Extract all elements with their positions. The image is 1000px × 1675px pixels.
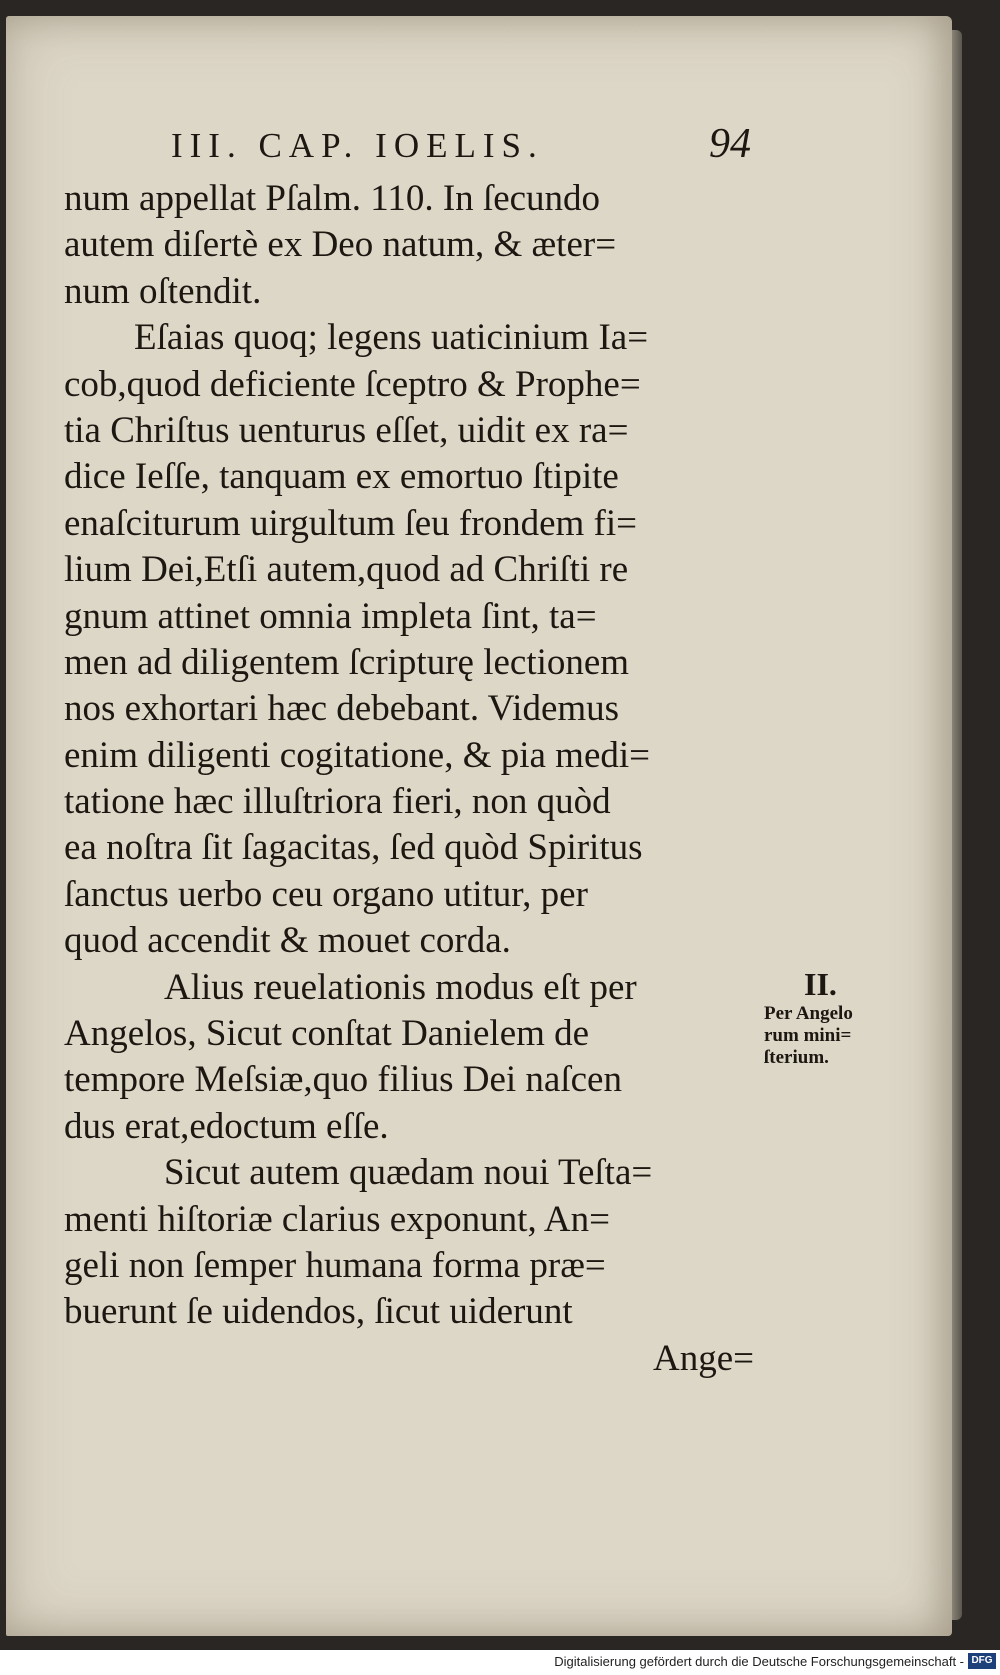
text-line: enaſciturum uirgultum ſeu frondem fi= <box>64 502 637 544</box>
text-line: dice Ieſſe, tanquam ex emortuo ſtipite <box>64 456 619 498</box>
text-line: tempore Meſsiæ,quo filius Dei naſcen <box>64 1059 622 1101</box>
text-line: gnum attinet omnia impleta ſint, ta= <box>64 595 597 637</box>
body-text <box>64 176 754 1382</box>
text-line: dus erat,edoctum eſſe. <box>64 1105 389 1147</box>
text-line: Alius reuelationis modus eſt per <box>164 966 637 1008</box>
catchword: Ange= <box>652 1337 754 1379</box>
book-page <box>6 16 952 1636</box>
margin-note-line: ſterium. <box>764 1047 829 1068</box>
margin-note <box>764 966 914 1069</box>
text-line: nos exhortari hæc debebant. Videmus <box>64 688 620 730</box>
running-head <box>171 116 751 176</box>
text-line: ea noſtra ſit ſagacitas, ſed quòd Spiritus <box>64 827 643 869</box>
page-number: 94 <box>709 121 751 167</box>
text-line: Eſaias quoq; legens uaticinium Ia= <box>134 317 649 359</box>
margin-numeral: II. <box>804 966 837 1002</box>
text-line: lium Dei,Etſi autem,quod ad Chriſti re <box>64 549 629 591</box>
running-head-title: III. CAP. IOELIS. <box>171 126 544 165</box>
text-line: menti hiſtoriæ clarius exponunt, An= <box>64 1198 611 1240</box>
text-line: num oſtendit. <box>64 270 262 312</box>
text-line: Angelos, Sicut conſtat Danielem de <box>64 1013 590 1055</box>
footer-credit-bar <box>0 1650 1000 1675</box>
text-line: num appellat Pſalm. 110. In ſecundo <box>64 178 601 219</box>
text-line: Sicut autem quædam noui Teſta= <box>164 1152 653 1194</box>
text-line: autem diſertè ex Deo natum, & æter= <box>64 224 617 266</box>
text-line: ſanctus uerbo ceu organo utitur, per <box>64 873 588 915</box>
text-line: quod accendit & mouet corda. <box>64 920 511 962</box>
text-line: cob,quod deficiente ſceptro & Prophe= <box>64 363 641 405</box>
dfg-logo: DFG <box>968 1653 996 1669</box>
text-line: tatione hæc illuſtriora fieri, non quòd <box>64 781 611 823</box>
margin-note-line: rum mini= <box>764 1025 852 1046</box>
text-line: enim diligenti cogitatione, & pia medi= <box>64 734 651 776</box>
margin-note-line: Per Angelo <box>764 1003 853 1024</box>
text-line: tia Chriſtus uenturus eſſet, uidit ex ra= <box>64 409 629 451</box>
footer-credit-text: Digitalisierung gefördert durch die Deutsche Forschungsgemeinschaft - <box>554 1654 964 1669</box>
text-line: men ad diligentem ſcripturę lectionem <box>64 641 630 683</box>
text-line: buerunt ſe uidendos, ſicut uiderunt <box>64 1291 573 1333</box>
text-line: geli non ſemper humana forma præ= <box>64 1244 606 1286</box>
